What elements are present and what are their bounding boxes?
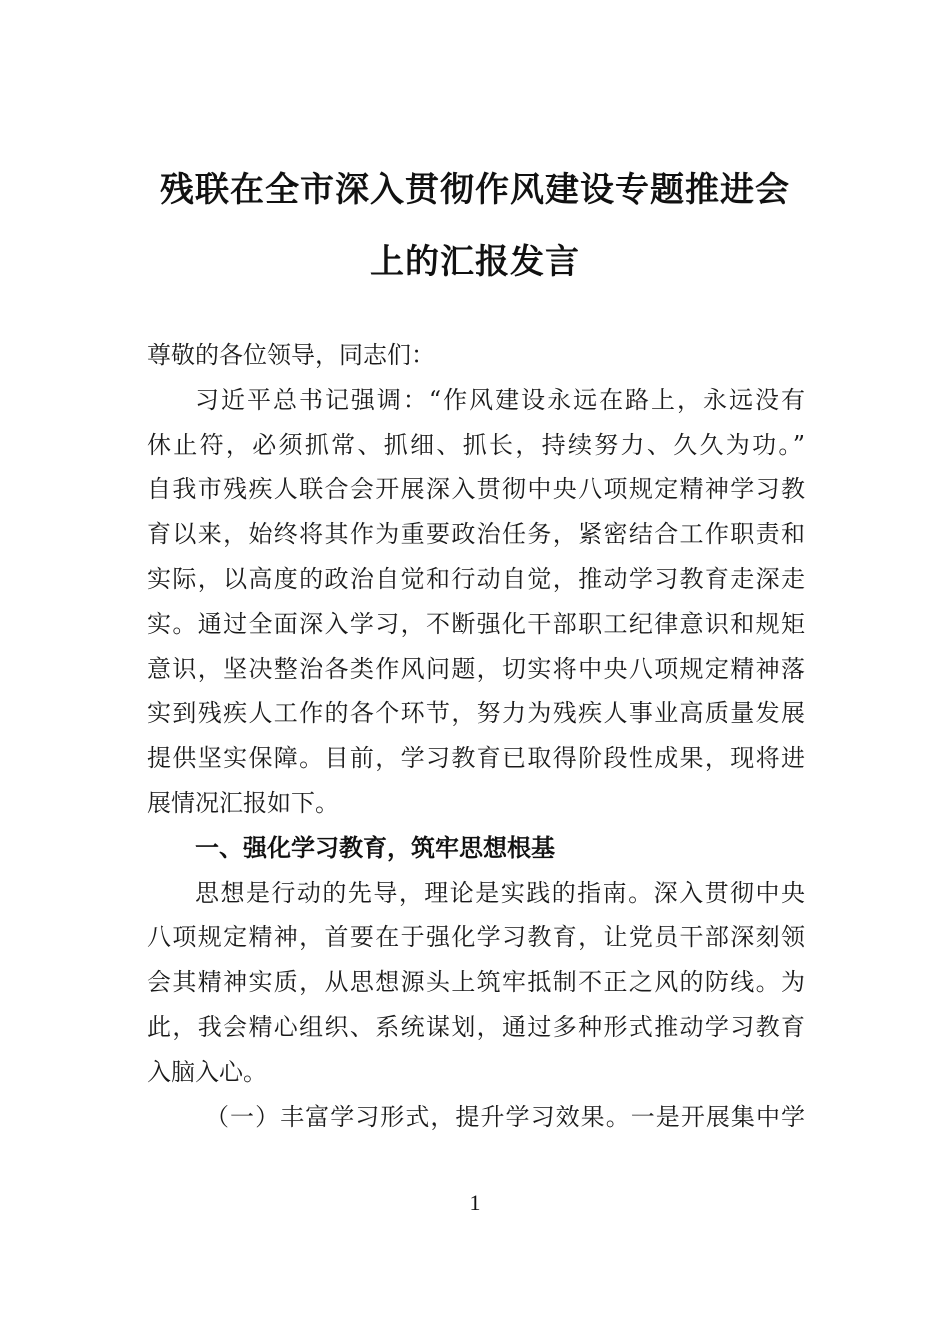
title-line: 残联在全市深入贯彻作风建设专题推进会 [160,170,790,210]
text-line: 提供坚实保障。目前，学习教育已取得阶段性成果，现将进 [147,744,805,773]
text-line: 八项规定精神，首要在于强化学习教育，让党员干部深刻领 [147,923,805,952]
document-title [120,154,830,298]
paragraph-section-one [147,871,805,1095]
text-line: 实到残疾人工作的各个环节，努力为残疾人事业高质量发展 [147,699,805,728]
text-line: 入脑入心。 [147,1057,267,1086]
text-line: 自我市残疾人联合会开展深入贯彻中央八项规定精神学习教 [147,475,805,504]
text-line: 展情况汇报如下。 [147,788,339,817]
paragraph-intro [147,378,805,826]
text-line: 实际，以高度的政治自觉和行动自觉，推动学习教育走深走 [147,564,805,593]
text-line: 实。通过全面深入学习，不断强化干部职工纪律意识和规矩 [147,609,805,638]
title-line: 上的汇报发言 [370,242,580,282]
text-line: 休止符，必须抓常、抓细、抓长，持续努力、久久为功。” [147,430,805,459]
text-line: 意识，坚决整治各类作风问题，切实将中央八项规定精神落 [147,654,805,683]
subsection-label: （一）丰富学习形式，提升学习效果。 [205,1102,631,1131]
salutation: 尊敬的各位领导，同志们： [147,341,435,369]
subsection-text: 一是开展集中学 [630,1102,805,1131]
subsection-line [147,1095,805,1140]
text-line: 思想是行动的先导，理论是实践的指南。深入贯彻中央 [195,878,805,907]
document-body [147,333,805,1139]
text-line: 会其精神实质，从思想源头上筑牢抵制不正之风的防线。为 [147,968,805,997]
section-heading: 一、强化学习教育，筑牢思想根基 [195,833,555,862]
page-number: 1 [469,1190,481,1215]
text-line: 习近平总书记强调：“作风建设永远在路上，永远没有 [195,385,805,414]
text-line: 育以来，始终将其作为重要政治任务，紧密结合工作职责和 [147,520,805,549]
text-line: 此，我会精心组织、系统谋划，通过多种形式推动学习教育 [147,1012,805,1041]
